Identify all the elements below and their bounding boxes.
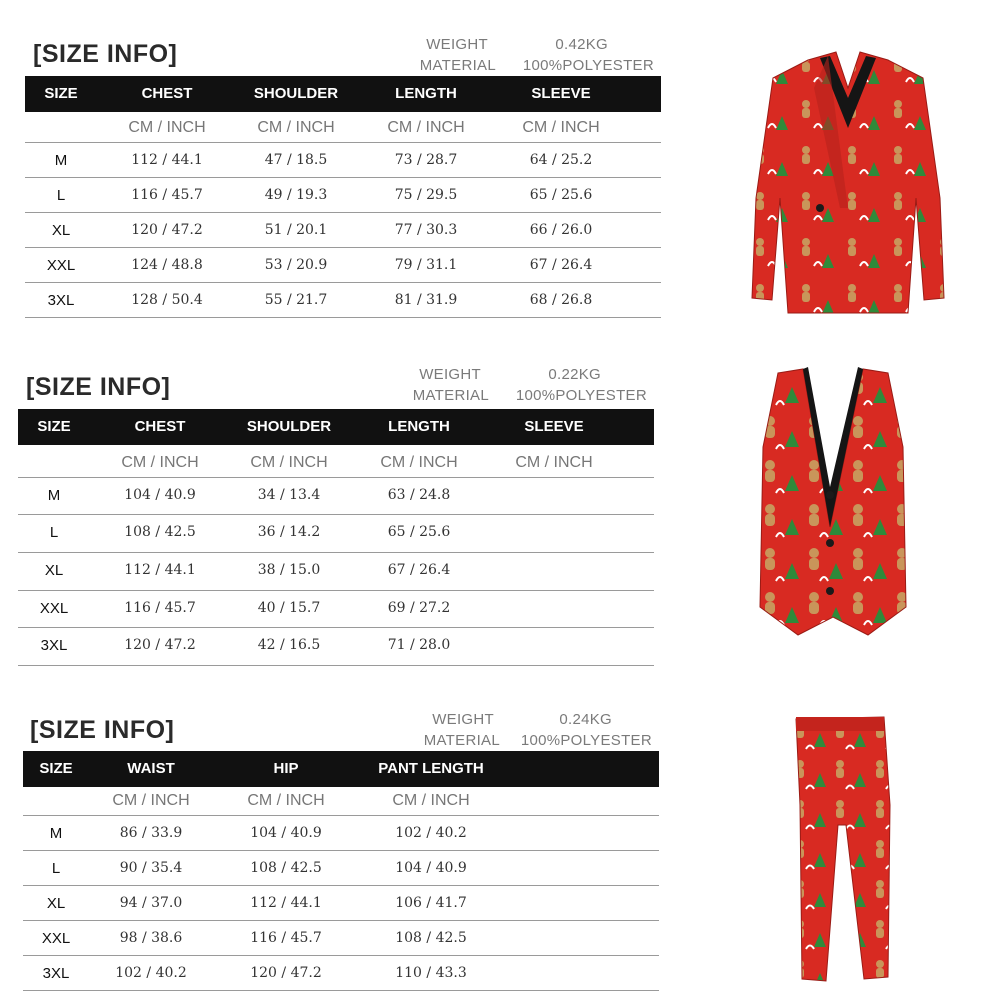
shoulder-cell: 53 / 20.9 [264, 257, 328, 273]
size-cell: M [54, 152, 68, 169]
hip-cell: 116 / 45.7 [250, 930, 322, 946]
weight-label: WEIGHT [432, 711, 494, 728]
size-cell: M [49, 825, 63, 842]
material-label: MATERIAL [419, 57, 496, 74]
shoulder-cell: 51 / 20.1 [264, 222, 328, 238]
chest-cell: 124 / 48.8 [131, 257, 203, 273]
unit-label: CM / INCH [392, 792, 470, 809]
table-row [18, 591, 654, 628]
col-pant-length: PANT LENGTH [378, 760, 484, 777]
table-header [25, 76, 661, 112]
table-row [25, 178, 661, 213]
unit-label: CM / INCH [250, 454, 328, 471]
col-sleeve: SLEEVE [531, 85, 591, 102]
length-cell: 65 / 25.6 [387, 524, 451, 540]
pants-image [790, 715, 900, 987]
unit-label: CM / INCH [257, 119, 335, 136]
col-length: LENGTH [395, 85, 457, 102]
col-shoulder: SHOULDER [246, 418, 332, 435]
material-label: MATERIAL [423, 732, 500, 749]
col-waist: WAIST [127, 760, 175, 777]
unit-row [25, 113, 661, 143]
product-spec [412, 709, 672, 751]
weight-value: 0.42KG [555, 36, 608, 53]
size-cell: XXL [39, 600, 69, 617]
size-cell: XL [46, 895, 66, 912]
table-row [23, 816, 659, 851]
waist-cell: 90 / 35.4 [119, 860, 183, 876]
chest-cell: 128 / 50.4 [131, 292, 203, 308]
unit-label: CM / INCH [515, 454, 593, 471]
unit-label: CM / INCH [387, 119, 465, 136]
col-size: SIZE [39, 760, 73, 777]
col-hip: HIP [273, 760, 299, 777]
table-row [23, 956, 659, 991]
chest-cell: 120 / 47.2 [124, 637, 196, 653]
sleeve-cell: 68 / 26.8 [529, 292, 593, 308]
table-row [25, 248, 661, 283]
size-cell: 3XL [47, 292, 75, 309]
size-info-title: [SIZE INFO] [33, 40, 178, 68]
blazer-image [748, 48, 948, 320]
unit-label: CM / INCH [112, 792, 190, 809]
size-cell: L [49, 524, 59, 541]
chest-cell: 112 / 44.1 [124, 562, 196, 578]
hip-cell: 112 / 44.1 [250, 895, 322, 911]
unit-row [18, 448, 654, 478]
material-value: 100%POLYESTER [520, 732, 652, 749]
table-row [23, 851, 659, 886]
col-size: SIZE [44, 85, 78, 102]
sleeve-cell: 67 / 26.4 [529, 257, 593, 273]
chest-cell: 116 / 45.7 [131, 187, 203, 203]
size-cell: XL [44, 562, 64, 579]
length-cell: 73 / 28.7 [394, 152, 458, 168]
shoulder-cell: 47 / 18.5 [264, 152, 328, 168]
shoulder-cell: 34 / 13.4 [257, 487, 321, 503]
pant-length-cell: 102 / 40.2 [395, 825, 467, 841]
pant-length-cell: 104 / 40.9 [395, 860, 467, 876]
col-shoulder: SHOULDER [253, 85, 339, 102]
unit-row [23, 786, 659, 816]
col-chest: CHEST [141, 85, 193, 102]
table-row [23, 886, 659, 921]
chest-cell: 120 / 47.2 [131, 222, 203, 238]
size-cell: 3XL [40, 637, 68, 654]
length-cell: 79 / 31.1 [394, 257, 458, 273]
size-info-title: [SIZE INFO] [26, 373, 171, 401]
size-cell: 3XL [42, 965, 70, 982]
vest-image [758, 367, 908, 639]
material-value: 100%POLYESTER [522, 57, 654, 74]
length-cell: 81 / 31.9 [394, 292, 458, 308]
hip-cell: 108 / 42.5 [250, 860, 322, 876]
table-header [18, 409, 654, 445]
table-row [23, 921, 659, 956]
hip-cell: 104 / 40.9 [250, 825, 322, 841]
table-row [25, 143, 661, 178]
chest-cell: 116 / 45.7 [124, 600, 196, 616]
pant-length-cell: 110 / 43.3 [395, 965, 467, 981]
size-cell: XL [51, 222, 71, 239]
unit-label: CM / INCH [247, 792, 325, 809]
table-header [23, 751, 659, 787]
material-label: MATERIAL [412, 387, 489, 404]
weight-value: 0.22KG [548, 366, 601, 383]
table-row [18, 553, 654, 591]
material-value: 100%POLYESTER [515, 387, 647, 404]
weight-label: WEIGHT [426, 36, 488, 53]
waist-cell: 94 / 37.0 [119, 895, 183, 911]
length-cell: 71 / 28.0 [387, 637, 451, 653]
shoulder-cell: 42 / 16.5 [257, 637, 321, 653]
col-length: LENGTH [388, 418, 450, 435]
sleeve-cell: 66 / 26.0 [529, 222, 593, 238]
length-cell: 77 / 30.3 [394, 222, 458, 238]
size-cell: XXL [41, 930, 71, 947]
hip-cell: 120 / 47.2 [250, 965, 322, 981]
size-cell: XXL [46, 257, 76, 274]
pant-length-cell: 108 / 42.5 [395, 930, 467, 946]
shoulder-cell: 55 / 21.7 [264, 292, 328, 308]
length-cell: 75 / 29.5 [394, 187, 458, 203]
col-chest: CHEST [134, 418, 186, 435]
col-size: SIZE [37, 418, 71, 435]
shoulder-cell: 40 / 15.7 [257, 600, 321, 616]
col-sleeve: SLEEVE [524, 418, 584, 435]
unit-label: CM / INCH [522, 119, 600, 136]
shoulder-cell: 49 / 19.3 [264, 187, 328, 203]
product-spec [393, 364, 653, 406]
shoulder-cell: 36 / 14.2 [257, 524, 321, 540]
chest-cell: 112 / 44.1 [131, 152, 203, 168]
chest-cell: 104 / 40.9 [124, 487, 196, 503]
size-cell: L [51, 860, 61, 877]
sleeve-cell: 64 / 25.2 [529, 152, 593, 168]
length-cell: 69 / 27.2 [387, 600, 451, 616]
size-info-title: [SIZE INFO] [30, 716, 175, 744]
table-row [25, 213, 661, 248]
shoulder-cell: 38 / 15.0 [257, 562, 321, 578]
product-spec [400, 34, 660, 76]
waist-cell: 102 / 40.2 [115, 965, 187, 981]
waist-cell: 86 / 33.9 [119, 825, 183, 841]
unit-label: CM / INCH [380, 454, 458, 471]
unit-label: CM / INCH [128, 119, 206, 136]
table-row [18, 515, 654, 553]
length-cell: 67 / 26.4 [387, 562, 451, 578]
sleeve-cell: 65 / 25.6 [529, 187, 593, 203]
pant-length-cell: 106 / 41.7 [395, 895, 467, 911]
length-cell: 63 / 24.8 [387, 487, 451, 503]
size-cell: L [56, 187, 66, 204]
chest-cell: 108 / 42.5 [124, 524, 196, 540]
weight-value: 0.24KG [559, 711, 612, 728]
table-row [18, 478, 654, 515]
table-row [25, 283, 661, 318]
size-cell: M [47, 487, 61, 504]
waist-cell: 98 / 38.6 [119, 930, 183, 946]
weight-label: WEIGHT [419, 366, 481, 383]
unit-label: CM / INCH [121, 454, 199, 471]
table-row [18, 628, 654, 666]
